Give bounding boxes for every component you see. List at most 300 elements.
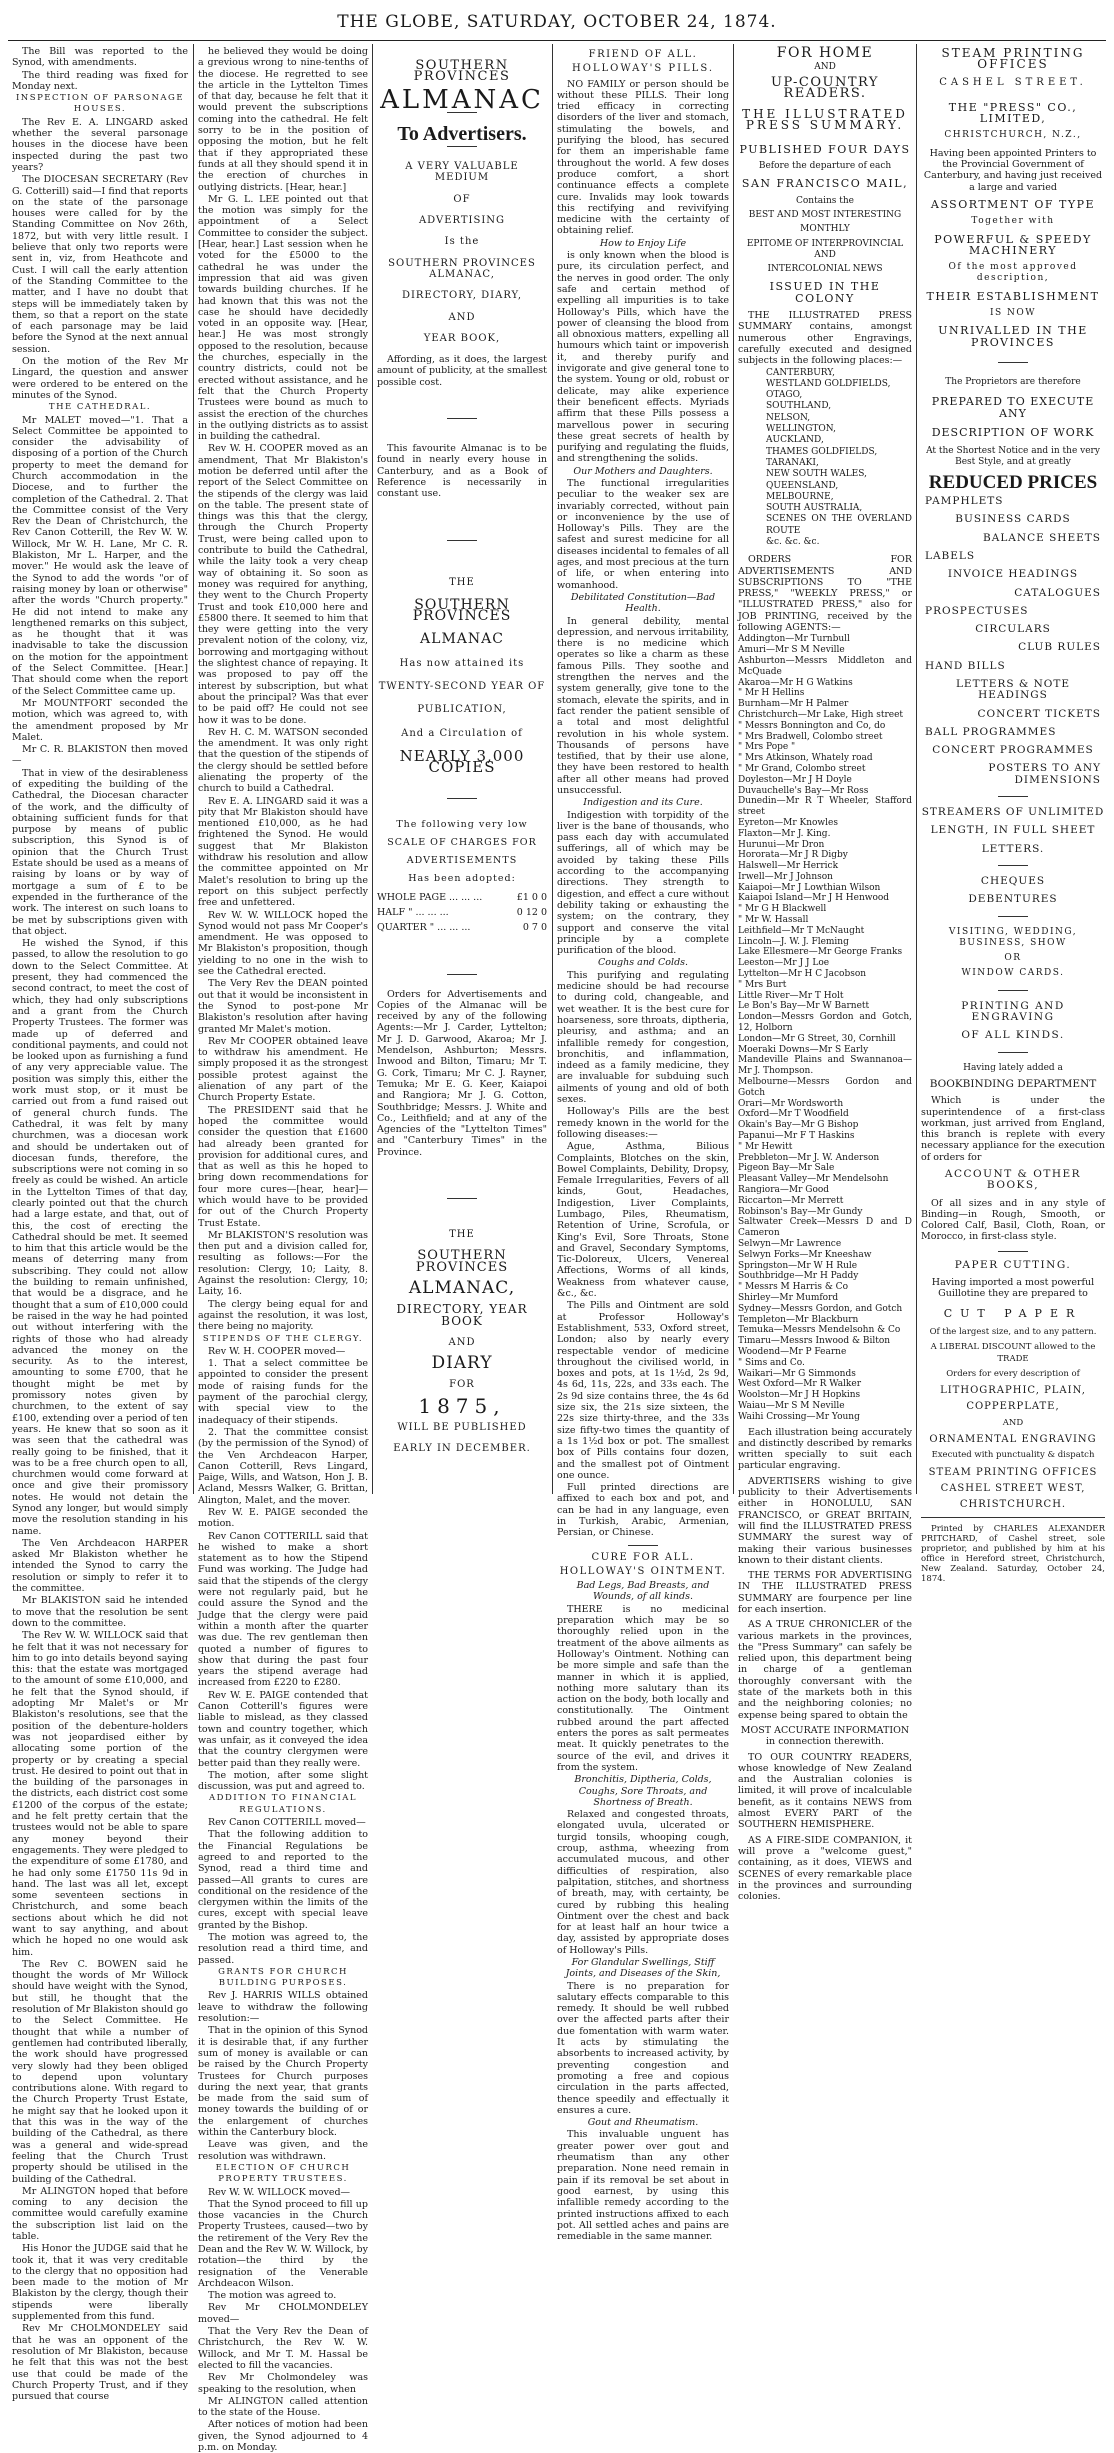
rate-row — [377, 907, 547, 918]
paragraph: MOST ACCURATE INFORMATION in connection therewith. — [740, 1724, 910, 1748]
paragraph: The functional irregularities peculiar to the weaker sex are invariably corrected, without pain or inconvenience by the use of Holloway's Pills. They are the safest and surest medicine for all diseases incidental to females of all ages, and most precious at the turn of life, or when entering into womanhood. — [557, 477, 729, 591]
service-item: LABELS — [925, 549, 976, 562]
paragraph: THE ILLUSTRATED PRESS SUMMARY contains, amongst numerous other Engravings, carefully executed and designed subjects in the following places:— — [738, 310, 912, 367]
paragraph: TO OUR COUNTRY READERS, whose knowledge of New Zealand and the Australian colonies is limited, it will prove of incalculable benefit, as it contains NEWS from almost EVERY PART of the SOUTHERN HEMISPHERE. — [738, 1751, 912, 1831]
agent: " Messrs Bonnington and Co, do — [738, 720, 886, 731]
paragraph: The Ven Archdeacon HARPER asked Mr Blakiston whether he intended the Synod to carry the resolution or simply to refer it to the committee. — [12, 1537, 188, 1595]
ad-line: At the Shortest Notice and in the very Best Style, and at greatly — [926, 446, 1100, 468]
ad-line: THE — [449, 576, 475, 588]
ad-line: NEARLY 3,000 COPIES — [399, 746, 525, 777]
ad-heading: THE ILLUSTRATED PRESS SUMMARY. — [742, 107, 908, 133]
paragraph: Holloway's Pills are the best remedy known in the world for the following diseases:— — [557, 1106, 729, 1140]
subheading: Debilitated Constitution—Bad Health. — [570, 591, 716, 615]
rate-price: 0 7 0 — [522, 922, 547, 934]
ad-heading: FRIEND OF ALL. — [588, 49, 698, 60]
paragraph: The Rev C. BOWEN said he thought the words of Mr Willock should have weight with the Synod, but still, he thought that the resolution of Mr Blakiston should go to the Select Committee. He thought that while a number of gentlemen had contributed liberally, the work should have progressed very slowly had they been obliged to depend upon voluntary contributions alone. With regard to the Church Property Trust Estate, he might say that he looked upon it that this was in the way of the building of the Cathedral, as there was a general and wide-spread feeling that the Church Trust property should be utilised in the building of the Cathedral. — [12, 1958, 188, 2185]
ad-heading: CHRISTCHURCH, N.Z., — [944, 130, 1082, 141]
ad-line: ASSORTMENT OF TYPE — [930, 197, 1096, 211]
ad-line: ADVERTISING — [418, 215, 506, 227]
ad-line: A LIBERAL DISCOUNT allowed to the TRADE — [930, 1342, 1096, 1364]
ad-line: PUBLICATION, — [417, 704, 507, 716]
ad-line: WILL BE PUBLISHED — [397, 1422, 527, 1433]
paragraph: is only known when the blood is pure, its circulation perfect, and the nerves in good order. The only safe and certain method of expelling all impurities is to take Holloway's Pills, which have the power of cleansing the blood from all obnoxious matters, expelling all humours which taint or impoverish it, and thereby purify and invigorate and give general tone to the system. Young or old, robust or delicate, may alike experience their beneficent effects. Myriads affirm that these Pills possess a marvellous power in securing these great secrets of health by purifying and regulating the fluids, and strengthening the solids. — [557, 250, 729, 465]
rate-label: QUARTER " ... ... ... — [377, 922, 471, 934]
ad-line: SCALE OF CHARGES FOR — [387, 836, 537, 848]
place: OTAGO, — [766, 390, 803, 401]
paragraph: Mr ALINGTON hoped that before coming to any decision the committee would carefully examine the subscription list laid on the table. — [12, 2185, 188, 2242]
agent: Waiau—Mr S M Neville — [738, 1400, 845, 1411]
subheading: Our Mothers and Daughters. — [573, 465, 713, 477]
service-item: HAND BILLS — [925, 659, 1006, 672]
agent: Burnham—Mr H Palmer — [738, 699, 849, 710]
ad-line: ALMANAC, — [408, 1277, 516, 1298]
ad-line: Orders for every description of — [946, 1368, 1080, 1379]
place: NEW SOUTH WALES, — [766, 469, 867, 480]
service-item: PROSPECTUSES — [925, 604, 1029, 617]
paragraph: Rev Mr CHOLMONDELEY moved— — [198, 2302, 368, 2325]
ad-line: SAN FRANCISCO MAIL, — [741, 177, 909, 191]
paragraph: In general debility, mental depression, and nervous irritability, there is no medicine which operates so like a charm as these famous Pills. They soothe and strengthen the nerves and the system generally, give tone to the stomach, elevate the spirits, and in fact render the patient sensible of a total and most delightful revolution in his whole system. Thousands of persons have testified, that by their use alone, they have been restored to health after all other means had proved unsuccessful. — [557, 615, 729, 796]
agent: Okain's Bay—Mr G Bishop — [738, 1120, 859, 1131]
paragraph: Mr MALET moved—"1. That a Select Committee be appointed to consider the advisability of disposing of a portion of the Church property to meet the demand for Church accommodation in the Diocese, and to further the completion of the Cathedral. 2. That the Committee consist of the Very Rev the Dean of Christchurch, the Rev Canon Cotterill, the Rev W. W. Willock, Mr W. H. Lane, Mr C. R. Blakiston, Mr L. Harper, and the mover." He would ask the leave of the Synod to add the words "or of raising money by loan or otherwise" after the words "Church property." He did not intend to make any lengthened remarks on this subject, as he thought that it was inadvisable to take the discussion on the motion for the appointment of the Select Committee. [Hear.] That should come when the report of the Select Committee came up. — [12, 414, 188, 697]
ad-line: REDUCED PRICES — [928, 471, 1098, 493]
paragraph: Rev W. H. COOPER moved— — [208, 1345, 346, 1357]
ad-line: DIARY — [431, 1353, 493, 1374]
ad-line: STREAMERS OF UNLIMITED — [921, 806, 1105, 819]
agent: London—Mr G Street, 30, Cornhill — [738, 1033, 896, 1044]
paragraph: The PRESIDENT said that he hoped the committee would consider the question that £1600 had already been granted for provision for additional cures, and that as well as this he hoped to bring down recommendations for four more cures—[hear, hear]—which would have to be provided for out of the Church Property Trust Estate. — [198, 1104, 368, 1229]
ad-line: EPITOME OF INTERPROVINCIAL AND — [746, 238, 904, 260]
agent: Lincoln—J. W. J. Fleming — [738, 936, 849, 947]
paragraph: That the Synod proceed to fill up those vacancies in the Church Property Trustees, caused—two by the retirement of the Very Rev the Dean and the Rev W. W. Willock, by rotation—the third by the resignation of the Venerable Archdeacon Wilson. — [198, 2198, 368, 2289]
rate-label: WHOLE PAGE ... ... ... — [377, 891, 483, 903]
agent: " Mr Hewitt — [738, 1141, 793, 1152]
paragraph: Rev W. W. WILLOCK moved— — [208, 2186, 351, 2198]
place: AUCKLAND, — [766, 435, 824, 446]
section-heading: STIPENDS OF THE CLERGY. — [202, 1333, 364, 1344]
place: CANTERBURY, — [766, 367, 835, 378]
paragraph: The Rev E. A. LINGARD asked whether the several parsonage houses in the diocese have been inspected during the past two years? — [12, 116, 188, 173]
agent: Temuka—Messrs Mendelsohn & Co — [738, 1325, 901, 1336]
section-heading: INSPECTION OF PARSONAGE HOUSES. — [15, 93, 185, 115]
ad-heading: HOLLOWAY'S OINTMENT. — [559, 1565, 727, 1577]
paragraph: Rev Canon COTTERILL moved— — [208, 1817, 366, 1829]
place: SOUTH AUSTRALIA, — [766, 503, 863, 514]
ad-line: WINDOW CARDS. — [961, 968, 1065, 979]
ad-line: YEAR BOOK, — [423, 332, 501, 344]
service-item: POSTERS TO ANY DIMENSIONS — [988, 762, 1101, 786]
ad-heading: FOR HOME — [776, 45, 874, 61]
ad-line: LITHOGRAPHIC, PLAIN, — [940, 1385, 1086, 1397]
ad-line: Of the largest size, and to any pattern. — [929, 1326, 1097, 1337]
service-item: BALANCE SHEETS — [983, 531, 1101, 544]
paragraph: The clergy being equal for and against the resolution, it was lost, there being no majority. — [198, 1298, 368, 1333]
service-item: CATALOGUES — [1014, 586, 1101, 599]
ad-line: SOUTHERN PROVINCES ALMANAC, — [388, 257, 536, 280]
agent: " Sims and Co. — [738, 1357, 805, 1368]
paragraph: AS A TRUE CHRONICLER of the various markets in the provinces, the "Press Summary" can safely be relied upon, this department being in charge of a gentleman thoroughly conversant with the state of the markets both in this and the neighboring colonies; no expense being spared to obtain the — [738, 1619, 912, 1721]
ad-line: DIRECTORY, YEAR BOOK — [396, 1302, 528, 1328]
paragraph: Rev J. HARRIS WILLS obtained leave to withdraw the following resolution:— — [198, 1990, 368, 2025]
separator — [628, 1545, 658, 1546]
subheading: Coughs and Colds. — [597, 957, 689, 969]
subheading: Indigestion and its Cure. — [583, 797, 703, 809]
rate-price: 0 12 0 — [516, 906, 547, 918]
subheading: Bronchitis, Diptheria, Colds, Coughs, Sore Throats, and Shortness of Breath. — [574, 1774, 712, 1808]
ad-heading: UP-COUNTRY READERS. — [771, 74, 879, 101]
agent: Springston—Mr W H Rule — [738, 1260, 858, 1271]
ad-heading: HOLLOWAY'S PILLS. — [571, 63, 714, 75]
ad-line: Has been adopted: — [408, 873, 516, 885]
agent: Waikari—Mr G Simmonds — [738, 1368, 856, 1379]
paragraph: ORDERS FOR ADVERTISEMENTS AND SUBSCRIPTIONS TO "THE PRESS," "WEEKLY PRESS," or "ILLUSTRATED PRESS," also for JOB PRINTING, received by the following AGENTS:— — [738, 554, 912, 634]
ad-line: DEBENTURES — [968, 893, 1058, 906]
ad-line: And a Circulation of — [401, 727, 523, 739]
agent: Waihi Crossing—Mr Young — [738, 1411, 860, 1422]
agent: Selwyn—Mr Lawrence — [738, 1238, 842, 1249]
agent: Papanui—Mr F T Haskins — [738, 1131, 855, 1142]
paragraph: That in view of the desirableness of expediting the building of the Cathedral, the Diocesan character of the work, and the difficulty of obtaining sufficient funds for that purpose by means of public subscription, this Synod is of opinion that the Church Trust Estate should be used as a means of raising by loans or by way of mortgage a sum of £ to be expended in the furtherance of the work. The interest on such loans to be met by subscriptions given with that object. — [12, 767, 188, 937]
ad-line: PAPER CUTTING. — [954, 1258, 1072, 1271]
agents-list — [738, 634, 912, 1422]
ad-line: The following very low — [396, 818, 528, 830]
paragraph: Rev Canon COTTERILL said that he wished to make a short statement as to how the Stipend Fund was working. The Judge had said that the stipends of the clergy were not regularly paid, but he could assure the Synod and the Judge that the clergy were paid within a month after the quarter was due. The rev gentleman then quoted a number of figures to show that during the past four years the stipend average had increased from £220 to £280. — [198, 1530, 368, 1689]
agent: Kaiapoi Island—Mr J H Henwood — [738, 893, 890, 904]
agent: Hororata—Mr J R Digby — [738, 850, 848, 861]
agent: " Mr H Hellins — [738, 688, 805, 699]
paragraph: Mr ALINGTON called attention to the state of the House. — [198, 2395, 368, 2419]
ad-line: BOOKBINDING DEPARTMENT — [929, 1077, 1097, 1090]
rate-label: HALF " ... ... ... — [377, 906, 449, 918]
agent: Pleasant Valley—Mr Mendelsohn — [738, 1174, 889, 1185]
agent: " Mr G H Blackwell — [738, 904, 827, 915]
ad-line: A VERY VALUABLE MEDIUM — [405, 161, 519, 184]
agent: Dunedin—Mr R T Wheeler, Stafford street — [738, 796, 912, 818]
agent: Flaxton—Mr J. King. — [738, 828, 831, 839]
ad-line: INTERCOLONIAL NEWS — [767, 264, 883, 275]
agent: Woodend—Mr P Fearne — [738, 1346, 847, 1357]
ad-line: OF — [453, 193, 471, 205]
ad-line: UNRIVALLED IN THE PROVINCES — [938, 324, 1088, 349]
paragraph: The DIOCESAN SECRETARY (Rev G. Cotterill) said—I find that reports on the state of the parsonage houses were called for by the Standing Committee on Nov 26th, 1872, but with very little result. I believe that only two reports were sent in, viz, from Heathcote and Cust. I will call the early attention of the Standing Committee to the matter, and I have no doubt that steps will be immediately taken by them, so that a report on the state of each parsonage may be laid before the Synod at the next annual session. — [12, 174, 188, 355]
ad-line: TWENTY-SECOND YEAR OF — [378, 681, 546, 693]
ad-line: AND — [1002, 1417, 1024, 1428]
ad-line: OR — [1004, 953, 1022, 964]
place: NELSON, — [766, 412, 811, 423]
agent: Addington—Mr Turnbull — [738, 634, 850, 645]
ad-line: CHEQUES — [980, 874, 1046, 887]
rate-row — [377, 922, 547, 933]
agent: Woolston—Mr J H Hopkins — [738, 1390, 861, 1401]
separator — [998, 362, 1028, 363]
ad-line: Executed with punctuality & dispatch — [931, 1450, 1095, 1461]
agent: Shirley—Mr Mumford — [738, 1292, 839, 1303]
paragraph: Rev W. E. PAIGE seconded the motion. — [198, 1507, 368, 1530]
agent: Ashburton—Messrs Middleton and McQuade — [738, 655, 912, 677]
almanac-title: SOUTHERN PROVINCES — [413, 58, 511, 85]
ad-line: ALMANAC — [420, 631, 504, 648]
separator — [998, 796, 1028, 797]
section-heading: ELECTION OF CHURCH PROPERTY TRUSTEES. — [215, 2162, 351, 2185]
agent: Robinson's Bay—Mr Gundy — [738, 1206, 863, 1217]
agent: London—Messrs Gordon and Gotch, 12, Holborn — [738, 1012, 912, 1034]
ad-line: Having lately added a — [963, 1062, 1063, 1073]
paragraph: The Pills and Ointment are sold at Professor Holloway's Establishment, 533, Oxford street, London; also by nearly every respectable vendor of medicine throughout the civilised world, in boxes and pots, at 1s 1½d, 2s 9d, 4s 6d, 11s, 22s, and 33s each. The 2s 9d size contains three, the 4s 6d size six, the 21s size sixteen, the 22s size thirty-three, and the 33s size fifty-two times the quantity of a 1s 1½d box or pot. The smallest box of Pills contains four dozen, and the smallest pot of Ointment one ounce. — [557, 1300, 729, 1481]
paragraph: Rev W. E. PAIGE contended that Canon Cotterill's figures were liable to mislead, as they classed town and country together, which was unfair, as it conveyed the idea that the country clergymen were better paid than they really were. — [198, 1689, 368, 1769]
agent: Templeton—Mr Blackburn — [738, 1314, 859, 1325]
almanac-agents: Orders for Advertisements and Copies of the Almanac will be received by any of the following Agents:—Mr J. Carder, Lyttelton; Mr J. D. Garwood, Akaroa; Mr J. Mendelson, Ashburton; Messrs. Inwood and Bilton, Timaru; Mr T. G. Cork, Timaru; Mr C. J. Rayner, Temuka; Mr E. G. Keer, Kaiapoi and Rangiora; Mr J. G. Cotton, Southbridge; Messrs. J. White and Co., Leithfield; and at any of the Agencies of the "Lyttelton Times" and "Canterbury Times" in the Province. — [377, 988, 547, 1158]
agent: " Mrs Burt — [738, 979, 787, 990]
places-list — [738, 368, 912, 549]
agent: " Messrs M Harris & Co — [738, 1282, 848, 1293]
agent: Oxford—Mr T Woodfield — [738, 1109, 849, 1120]
section-heading: THE CATHEDRAL. — [48, 402, 152, 413]
separator — [998, 916, 1028, 917]
paragraph: Rev Mr CHOLMONDELEY said that he was an opponent of the resolution of Mr Blakiston, because he felt that this was not the best use that could be made of the Church Property Trust, and if they pursued that course — [12, 2323, 188, 2403]
agent: Sydney—Messrs Gordon, and Gotch — [738, 1303, 903, 1314]
paragraph: Relaxed and congested throats, elongated uvula, ulcerated or turgid tonsils, whooping cough, croup, asthma, wheezing from accumulated mucous, and other difficulties of respiration, also palpitation, stitches, and shortness of breath, may, with certainty, be cured by rubbing this healing Ointment over the chest and back for at least half an hour twice a day, assisted by appropriate doses of Holloway's Pills. — [557, 1809, 729, 1956]
paragraph: 1. That a select committee be appointed to consider the present mode of raising funds for the payment of the parochial clergy, with special view to the inadequacy of their stipends. — [198, 1358, 368, 1426]
agent: Eyreton—Mr Knowles — [738, 817, 838, 828]
column-press-summary — [738, 45, 912, 1903]
subheading: For Glandular Swellings, Stiff Joints, and Diseases of the Skin, — [565, 1956, 721, 1980]
subheading: How to Enjoy Life — [599, 237, 687, 249]
agent: Prebbleton—Mr J. W. Anderson — [738, 1152, 880, 1163]
paragraph: NO FAMILY or person should be without these PILLS. Their long tried efficacy in correcting disorders of the liver and stomach, stimulating the bowels, and purifying the blood, has secured for them an imperishable fame throughout the world. A few doses produce comfort, a short continuance effects a complete cure. Invalids may look towards this rectifying and revivifying medicine with the certainty of obtaining relief. — [557, 78, 729, 237]
place: WESTLAND GOLDFIELDS, — [766, 378, 891, 389]
service-item: BALL PROGRAMMES — [925, 725, 1057, 738]
paragraph: he believed they would be doing a grevious wrong to nine-tenths of the diocese. He regretted to see the article in the Lyttelton Times of that day, because he felt that it would prevent the subscriptions coming into the cathedral. He felt sorry to be in the position of opposing the motion, but he felt that if they appropriated these funds at all they should spend it in the erection of churches in outlying districts. [Hear, hear.] — [198, 46, 368, 193]
paragraph: Each illustration being accurately and distinctly described by remarks written specially to suit each particular engraving. — [738, 1426, 912, 1472]
masthead: THE GLOBE, SATURDAY, OCTOBER 24, 1874. — [337, 12, 777, 32]
paragraph: Rev Mr COOPER obtained leave to withdraw his amendment. He simply proposed it as the strongest possible protest against the alienation of any part of the Church Property Estate. — [198, 1035, 368, 1104]
ad-line: 1875, — [418, 1393, 506, 1418]
agent: " Mrs Pope " — [738, 742, 796, 753]
column-divider — [372, 44, 373, 1494]
almanac-heading: ALMANAC — [380, 84, 544, 115]
service-item: BUSINESS CARDS — [955, 513, 1071, 526]
to-advertisers: To Advertisers. — [397, 122, 527, 145]
paragraph: Leave was given, and the resolution was withdrawn. — [198, 2139, 368, 2162]
paragraph: ADVERTISERS wishing to give publicity to their Advertisements either in HONOLULU, SAN FRANCISCO, or GREAT BRITAIN, will find the ILLUSTRATED PRESS SUMMARY the surest way of making their various businesses known to their distant clients. — [738, 1475, 912, 1566]
place: THAMES GOLDFIELDS, — [766, 446, 878, 457]
paragraph: That the following addition to the Financial Regulations be agreed to and reported to the Synod, read a third time and passed—All grants to cures are conditional on the residence of the clergymen within the limits of the cures, except with special leave granted by the Bishop. — [198, 1829, 368, 1931]
paragraph: After notices of motion had been given, the Synod adjourned to 4 p.m. on Monday. — [198, 2419, 368, 2453]
agent: Leeston—Mr J J Loe — [738, 958, 830, 969]
separator — [998, 1052, 1028, 1053]
ad-line: OF ALL KINDS. — [961, 1029, 1065, 1042]
ad-line: ACCOUNT & OTHER BOOKS, — [944, 1168, 1082, 1192]
paragraph: Of all sizes and in any style of Binding—in Rough, Smooth, or Colored Calf, Basil, Cloth, Roan, or Morocco, in first-class style. — [921, 1197, 1105, 1243]
place: WELLINGTON, — [766, 424, 836, 435]
agent: Halswell—Mr Herrick — [738, 861, 839, 872]
paragraph: Mr BLAKISTON said he intended to move that the resolution be sent down to the committee. — [12, 1595, 188, 1629]
ad-line: MONTHLY — [800, 224, 850, 235]
section-heading: GRANTS FOR CHURCH BUILDING PURPOSES. — [218, 1966, 348, 1989]
ad-line: IS NOW — [989, 308, 1037, 319]
agent: Moeraki Downs—Mr S Early — [738, 1044, 869, 1055]
ad-line: LETTERS. — [981, 842, 1045, 855]
ad-line: ISSUED IN THE COLONY — [769, 280, 881, 305]
paragraph: Mr MOUNTFORT seconded the motion, which was agreed to, with the amendment proposed by Mr Malet. — [12, 697, 188, 743]
rate-row — [377, 892, 547, 903]
separator — [998, 1251, 1028, 1252]
imprint: Printed by CHARLES ALEXANDER PRITCHARD, of Cashel street, sole proprietor, and published by him at his office in Hereford street, Christchurch, New Zealand. Saturday, October 24, 1874. — [921, 1523, 1105, 1584]
agent: " Mrs Bradwell, Colombo street — [738, 731, 883, 742]
place: QUEENSLAND, — [766, 480, 839, 491]
paragraph: That the Very Rev the Dean of Christchurch, the Rev W. W. Willock, and Mr T. M. Hassal be elected to fill the vacancies. — [198, 2326, 368, 2371]
paragraph: Rev Mr Cholmondeley was speaking to the resolution, when — [198, 2372, 368, 2395]
ad-line: FOR — [449, 1379, 475, 1391]
ad-heading: THE "PRESS" CO., LIMITED, — [948, 100, 1078, 126]
agent: Le Bon's Bay—Mr W Barnett — [738, 1001, 870, 1012]
ad-line: DESCRIPTION OF WORK — [931, 425, 1095, 439]
paragraph: There is no preparation for salutary effects comparable to this remedy. It should be well rubbed over the affected parts after their due fomentation with warm water. It acts by stimulating the absorbents to increased activity, by preventing congestion and promoting a free and copious circulation in the parts affected, thence speedily and effectually it ensures a cure. — [557, 1980, 729, 2116]
paragraph: The Rev W. W. WILLOCK said that he felt that it was not necessary for him to go into details beyond saying this: that the estate was mortgaged to the amount of some £10,000, and he felt that the Synod should, if adopting Mr Malet's or Mr Blakiston's resolutions, see that the position of the debenture-holders was not jeopardised either by allocating some portion of the property or by creating a special trust. He desired to point out that in the building of the parsonages in the districts, each district cost some £1200 of the corpus of the estate; and he felt pretty certain that the trustees would not be able to spare any money beyond their engagements. They were pledged to the expenditure of some £1780, and he had only some £1750 11s 9d in hand. The last was all let, except some seventeen sections in Christchurch, and some beach sections about which he did not want to say anything, and about which he hoped no one would ask him. — [12, 1630, 188, 1958]
paragraph: Having been appointed Printers to the Provincial Government of Canterbury, and having just received a large and varied — [923, 147, 1103, 193]
column-divider — [733, 44, 734, 1494]
place: SCENES ON THE OVERLAND ROUTE — [766, 514, 912, 536]
column-synod-report-cont — [198, 46, 368, 2453]
paragraph: Rev W. W. WILLOCK hoped the Synod would not pass Mr Cooper's amendment. He was opposed to Mr Blakiston's proposition, though yielding to no one in the wish to see the Cathedral erected. — [198, 909, 368, 978]
agent: Doyleston—Mr J H Doyle — [738, 774, 852, 785]
paragraph: Mr G. L. LEE pointed out that the motion was simply for the appointment of a Select Committee to consider the subject. [Hear, hear.] Last session when he voted for the £5000 to the cathedral he was under the impression that aid was given towards building churches. If he had known that this was not the case he should have decidedly voted in an opposite way. [Hear, hear.] He was most strongly opposed to the resolution, because the churches, especially in the country districts, could not be erected without assistance, and he felt that the Church Property Trustees were bound as much to assist the erection of the churches in the outlying districts as to assist in building the cathedral. — [198, 193, 368, 443]
subheading: Bad Legs, Bad Breasts, and Wounds, of all kinds. — [576, 1580, 710, 1603]
ad-line: PRINTING AND ENGRAVING — [961, 999, 1065, 1024]
paragraph: The third reading was fixed for Monday next. — [12, 69, 188, 92]
paragraph: That in the opinion of this Synod it is desirable that, if any further sum of money is available or can be raised by the Church Property Trustees for Church purposes during the next year, that grants be made from the said sum of money towards the building of or the enlargement of churches within the Canterbury block. — [198, 2025, 368, 2139]
ad-line: POWERFUL & SPEEDY MACHINERY — [934, 232, 1092, 257]
agent: Lake Ellesmere—Mr George Franks — [738, 947, 903, 958]
paragraph: 2. That the committee consist (by the permission of the Synod) of the Ven Archdeacon Harper, Canon Cotterill, Revs Lingard, Paige, Wills, and Watson, Hon J. B. Acland, Messrs Walker, G. Brittan, Alington, Malet, and the mover. — [198, 1426, 368, 1506]
service-item: PAMPHLETS — [925, 495, 1004, 508]
agent: Orari—Mr Wordsworth — [738, 1098, 844, 1109]
paragraph: He wished the Synod, if this passed, to allow the resolution to go down to the Select Committee. At present, they had commenced the second contract, to meet the cost of which, they had only subscriptions and a grant from the Church Property Trustees. The former was made up of deferred and conditional payments, and could not be looked upon as furnishing a fund of any very appreciable value. The position was simply this, either the work must stop, or it must be carried out from a fund raised out of general church funds. The Cathedral, it was felt by many churchmen, was a diocesan work and should be undertaken out of diocesan funds, therefore, the subscriptions were not coming in so freely as could be wished. An article in the Lyttelton Times of that day, clearly pointed out that the church had a large estate, and that, out of this, the cost of erecting the Cathedral should be met. It seemed to him that this article would be the means of deterring many from subscribing. They could not allow the building to remain unfinished, that would be a disgrace, and he thought that a sum of £10,000 could be raised in the way he had pointed out without interfering with the rights of those who had already advanced the money on the security. As to the interest, amounting to some £700, that he thought might be met by promissory notes given by churchmen, to the extent of say £100, extending over a period of ten years. He knew that so soon as it was seen that the cathedral was really going to be finished, that it was to be a free church open to all, churchmen would come forward at once and give their promissory notes. He would not detain the Synod any longer, but would simply move the resolution standing in his name. — [12, 938, 188, 1537]
agent: Lyttelton—Mr H C Jacobson — [738, 969, 867, 980]
agent: Leithfield—Mr T McNaught — [738, 925, 865, 936]
column-synod-report — [12, 46, 188, 2403]
ad-line: EARLY IN DECEMBER. — [393, 1443, 531, 1455]
ad-line: The Proprietors are therefore — [945, 376, 1081, 387]
ad-line: Has now attained its — [399, 657, 525, 669]
paragraph: Which is under the superintendence of a first-class workman, just arrived from England, this branch is replete with every necessary appliance for the execution of orders for — [921, 1095, 1105, 1163]
rate-price: £1 0 0 — [516, 891, 547, 903]
agent: Mandeville Plains and Swannanoa—Mr J. Thompson. — [738, 1055, 912, 1077]
agent: Rangiora—Mr Good — [738, 1185, 830, 1195]
ad-line: DIRECTORY, DIARY, — [401, 290, 523, 302]
service-item: LETTERS & NOTE HEADINGS — [955, 677, 1071, 702]
service-item: CONCERT TICKETS — [977, 707, 1101, 720]
paragraph: Mr C. R. BLAKISTON then moved— — [12, 744, 188, 767]
subheading: Gout and Rheumatism. — [587, 2117, 699, 2129]
almanac-favourite: This favourite Almanac is to be found in nearly every house in Canterbury, and as a Book of Reference is necessarily in constant use. — [377, 443, 547, 500]
ad-heading: CASHEL STREET. — [939, 76, 1087, 88]
ad-line: VISITING, WEDDING, BUSINESS, SHOW — [948, 926, 1078, 948]
ad-heading: STEAM PRINTING OFFICES — [941, 46, 1085, 72]
ad-line: ADVERTISEMENTS — [406, 855, 518, 867]
section-heading: ADDITION TO FINANCIAL REGULATIONS. — [208, 1793, 357, 1815]
paragraph: Having imported a most powerful Guillotine they are prepared to — [931, 1277, 1095, 1300]
agent: Melbourne—Messrs Gordon and Gotch — [738, 1077, 912, 1098]
paragraph: Indigestion with torpidity of the liver is the bane of thousands, who pass each day with accumulated sufferings, all of which may be avoided by taking these Pills according to the accompanying directions. They strength to digestion, and effect a cure without debility taking or exhausting the system; on the contrary, they support and conserve the vital principle by a complete purification of the blood. — [557, 809, 729, 957]
ad-line: PUBLISHED FOUR DAYS — [739, 142, 911, 156]
agent: Amuri—Mr S M Neville — [738, 645, 845, 656]
ad-line: COPPERPLATE, — [966, 1401, 1060, 1413]
agent: Little River—Mr T Holt — [738, 990, 844, 1001]
ad-line: AND — [448, 1336, 476, 1348]
column-divider — [552, 44, 553, 1494]
separator — [998, 990, 1028, 991]
paragraph: This purifying and regulating medicine should be had recourse to during cold, changeable, and wet weather. It is the best cure for hoarseness, sore throats, diptheria, pleurisy, and asthma; and an infallible remedy for congestion, bronchitis, and inflammation, indeed as a family medicine, they are invaluable for subduing such ailments of young and old of both sexes. — [557, 969, 729, 1106]
agent: Timaru—Messrs Inwood & Bilton — [738, 1336, 891, 1347]
ad-line: THEIR ESTABLISHMENT — [926, 289, 1100, 303]
service-item: CONCERT PROGRAMMES — [932, 744, 1094, 757]
paragraph: Rev W. H. COOPER moved as an amendment, That Mr Blakiston's motion be deferred until after the report of the Select Committee on the stipends of the clergy was laid on the table. The present state of things was this that the clergy, through the Church Property Trust, were being called upon to contribute to build the Cathedral, while the laity took a very cheap way of obtaining it. So soon as money was required for anything, they went to the Church Property Trust and took £10,000 here and £5800 there. It seemed to him that they were getting into the very prevalent notion of the colony, viz, borrowing and mortgaging without the slightest chance of repaying. It was proposed to pay off the interest by subscription, but what about the principal? Was that ever to be paid off? He could not see how it was to be done. — [198, 443, 368, 726]
place: TARANAKI, — [766, 457, 819, 468]
agent: Christchurch—Mr Lake, High street — [738, 709, 904, 720]
column-divider — [916, 44, 917, 1494]
agent: " Mrs Atkinson, Whately road — [738, 753, 873, 764]
paragraph: Rev E. A. LINGARD said it was a pity that Mr Blakiston should have mentioned £10,000, as he had frightened the Synod. He would suggest that Mr Blakiston withdraw his resolution and allow the committee appointed on Mr Malet's resolution to bring up the report on this subject perfectly free and unfettered. — [198, 795, 368, 909]
agent: Southbridge—Mr H Paddy — [738, 1271, 859, 1282]
paragraph: The Very Rev the DEAN pointed out that it would be inconsistent in the Synod to post-pone Mr Blakiston's resolution after having granted Mr Malet's motion. — [198, 978, 368, 1035]
paragraph: THERE is no medicinal preparation which may be so thoroughly relied upon in the treatment of the above ailments as Holloway's Ointment. Nothing can be more simple and safe than the manner in which it is applied, nothing more salutary than its action on the body, both locally and constitutionally. The Ointment rubbed around the part affected enters the pores as salt permeates meat. It quickly penetrates to the source of the evil, and drives it from the system. — [557, 1603, 729, 1773]
paragraph: Mr BLAKISTON'S resolution was then put and a division called for, resulting as follows:—For the resolution: Clergy, 10; Laity, 8. Against the resolution: Clergy, 10; Laity, 16. — [198, 1229, 368, 1298]
ad-line: Is the — [444, 236, 480, 248]
paragraph: Ague, Asthma, Bilious Complaints, Blotches on the skin, Bowel Complaints, Debility, Dropsy, Female Irregularities, Fevers of all kinds, Gout, Headaches, Indigestion, Liver Complaints, Lumbago, Piles, Rheumatism, Retention of Urine, Scrofula, or King's Evil, Sore Throats, Stone and Gravel, Secondary Symptoms, Tic-Doloreux, Ulcers, Venereal Affections, Worms of all kinds, Weakness from whatever cause, &c., &c. — [557, 1141, 729, 1300]
agent: West Oxford—Mr R Walker — [738, 1379, 862, 1390]
ad-line: LENGTH, IN FULL SHEET — [930, 824, 1096, 837]
agent: Irwell—Mr J Johnson — [738, 871, 833, 882]
column-almanac-ad — [377, 46, 547, 1494]
place: SOUTHLAND, — [766, 401, 832, 412]
ad-line: CUT PAPER — [943, 1306, 1083, 1320]
ad-line: Before the departure of each — [758, 161, 892, 172]
ad-heading: AND — [814, 62, 836, 73]
ad-line: Of the most approved description, — [948, 262, 1078, 284]
ad-heading: CURE FOR ALL. — [591, 1551, 695, 1563]
agent: " Mr Grand, Colombo street — [738, 763, 866, 774]
agent: Selwyn Forks—Mr Kneeshaw — [738, 1249, 872, 1260]
service-item: CIRCULARS — [975, 623, 1051, 636]
ad-line: Contains the — [796, 195, 854, 206]
paragraph: The motion, after some slight discussion, was put and agreed to. — [198, 1769, 368, 1793]
paragraph: Rev H. C. M. WATSON seconded the amendment. It was only right that the question of the stipends of the clergy should be settled before alienating the property of the church to build a Cathedral. — [198, 726, 368, 795]
almanac-publicity: Affording, as it does, the largest amount of publicity, at the smallest possible cost. — [377, 354, 547, 388]
masthead-rule — [8, 40, 1106, 41]
ad-line: SOUTHERN PROVINCES — [415, 1248, 509, 1275]
service-item: CLUB RULES — [1018, 641, 1101, 654]
paragraph: The Bill was reported to the Synod, with amendments. — [12, 46, 188, 69]
agent: Hurunui—Mr Dron — [738, 839, 825, 850]
ad-line: AND — [448, 311, 476, 323]
ad-line: THE — [449, 1229, 475, 1241]
column-divider — [193, 44, 194, 1494]
ad-line: ORNAMENTAL ENGRAVING — [929, 1434, 1097, 1446]
paragraph: The motion was agreed to, the resolution read a third time, and passed. — [198, 1931, 368, 1966]
agent: Pigeon Bay—Mr Sale — [738, 1163, 835, 1174]
agent: " Mr W. Hassall — [738, 915, 809, 926]
ad-line: PREPARED TO EXECUTE ANY — [931, 395, 1095, 420]
ad-line: CASHEL STREET WEST, — [940, 1482, 1086, 1494]
ad-line: STEAM PRINTING OFFICES — [928, 1466, 1098, 1478]
column-steam-printing — [921, 46, 1105, 1584]
agent: Saltwater Creek—Messrs D and D Cameron — [738, 1217, 912, 1239]
column-holloway — [557, 46, 729, 2243]
paragraph: THE TERMS FOR ADVERTISING IN THE ILLUSTRATED PRESS SUMMARY are fourpence per line for each insertion. — [738, 1570, 912, 1615]
paragraph: The motion was agreed to. — [208, 2290, 337, 2302]
paragraph: His Honor the JUDGE said that he took it, that it was very creditable to the clergy that no opposition had been made to the motion of Mr Blakiston by the clergy, though their stipends were liberally supplemented from this fund. — [12, 2243, 188, 2323]
